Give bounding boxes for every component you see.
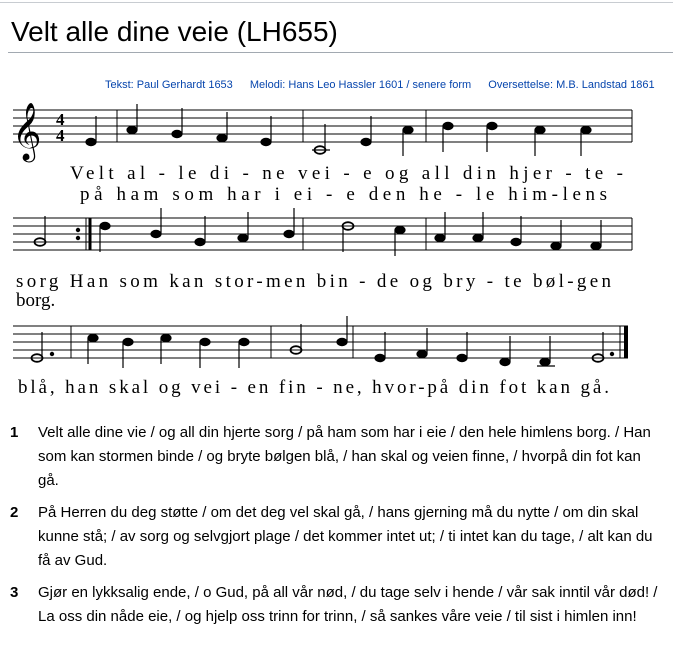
treble-clef-icon: 𝄞 [12,102,42,160]
verse-3 [10,581,665,629]
translation-credit-link[interactable]: Oversettelse: M.B. Landstad 1861 [488,79,655,91]
melody-credit-link[interactable]: Melodi: Hans Leo Hassler 1601 / senere form [249,79,472,91]
title-underline [8,52,673,53]
verses-list [10,421,665,637]
verse-text: Velt alle dine vie / og all din hjerte sorg / på ham som har i eie / den hele himlens borg. / Han som kan stormen binde / og bryte bølgen blå, / han skal og veien finne, / hvorpå din fot kan gå. [38,424,651,489]
lyrics-line-2b: borg. [16,290,56,311]
verse-1 [10,421,665,493]
time-signature-bottom: 4 [56,126,65,145]
text-credit-link[interactable]: Tekst: Paul Gerhardt 1653 [105,79,233,91]
sheet-music [0,96,673,401]
time-signature-top: 4 [56,110,65,129]
lyrics-line-1b: på ham som har i ei - e den he - le him-lens [80,184,607,205]
verse-2 [10,501,665,573]
credits [105,79,669,91]
verse-number: 3 [10,584,19,601]
lyrics-line-3a: blå, han skal og vei - en fin - ne, hvor-på din fot kan gå. [18,377,609,398]
notes-system-1 [86,104,591,156]
verse-text: Gjør en lykksalig ende, / o Gud, på all vår nød, / du tage selv i hende / vår sak inntil vår død! / La oss din nåde eie, / og hjelp oss trinn for trinn, / så sankes våre veie / til sist i himlen inn! [38,584,658,625]
notes-system-2 [35,208,602,256]
lyrics-line-1a: Velt al - le di - ne vei - e og all din hjer - te - [70,163,624,184]
staff-system-3 [13,326,628,358]
page-title: Velt alle dine veie (LH655) [11,16,338,47]
lyrics-line-2a: sorg Han som kan stor-men bin - de og bry - te bøl-gen [16,271,611,292]
verse-number: 2 [10,504,19,521]
verse-number: 1 [10,424,19,441]
verse-text: På Herren du deg støtte / om det deg vel skal gå, / hans gjerning må du nytte / om din skal kunne stå; / av sorg og selvgjort plage / det kommer intet ut; / ti intet kan du tage, / alt kan du få av Gud. [38,504,653,569]
top-border [0,2,673,3]
